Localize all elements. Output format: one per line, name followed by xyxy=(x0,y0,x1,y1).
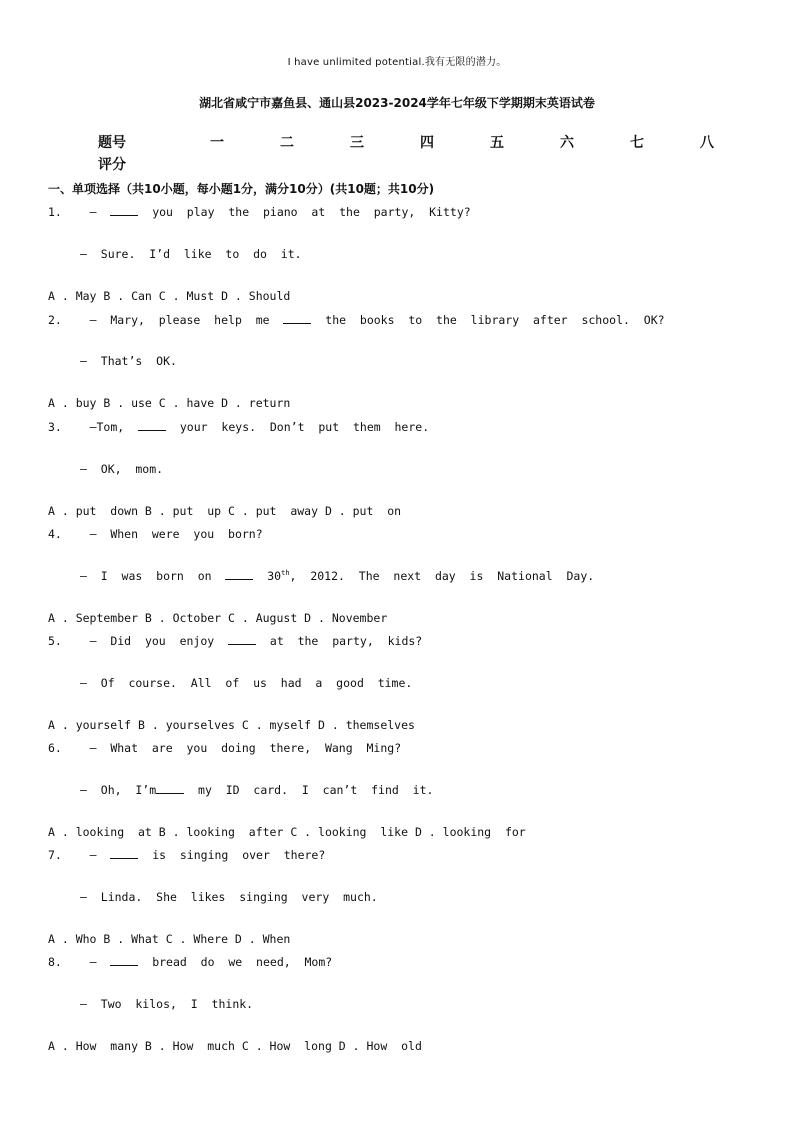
answer-blank[interactable] xyxy=(156,783,184,794)
answer-3: — OK, mom. xyxy=(80,462,164,476)
question-2: 2. — Mary, please help me the books to the library after school. OK? xyxy=(48,313,665,327)
options-5: A . yourself B . yourselves C . myself D . themselves xyxy=(48,718,415,732)
options-8: A . How many B . How much C . How long D . How old xyxy=(48,1039,422,1053)
question-3: 3. —Tom, your keys. Don’t put them here. xyxy=(48,420,430,434)
answer-5: — Of course. All of us had a good time. xyxy=(80,676,413,690)
section-title: 一、单项选择（共10小题，每小题1分，满分10分）(共10题；共10分) xyxy=(48,182,435,196)
score-col-7: 七 xyxy=(630,135,644,151)
question-1: 1. — you play the piano at the party, Kitty? xyxy=(48,205,471,219)
score-table-score-row xyxy=(98,154,738,176)
options-3: A . put down B . put up C . put away D . put on xyxy=(48,504,402,518)
options-4: A . September B . October C . August D . November xyxy=(48,611,388,625)
question-6: 6. — What are you doing there, Wang Ming? xyxy=(48,741,402,755)
answer-blank[interactable] xyxy=(228,634,256,645)
answer-blank[interactable] xyxy=(110,955,138,966)
score-col-3: 三 xyxy=(350,135,364,151)
score-table xyxy=(98,132,738,176)
answer-6: — Oh, I’m my ID card. I can’t find it. xyxy=(80,783,434,797)
score-label-score: 评分 xyxy=(98,157,126,173)
question-7: 7. — is singing over there? xyxy=(48,848,326,862)
options-1: A . May B . Can C . Must D . Should xyxy=(48,289,291,303)
answer-blank[interactable] xyxy=(225,569,253,580)
answer-1: — Sure. I’d like to do it. xyxy=(80,247,302,261)
question-5: 5. — Did you enjoy at the party, kids? xyxy=(48,634,423,648)
options-2: A . buy B . use C . have D . return xyxy=(48,396,291,410)
score-col-5: 五 xyxy=(490,135,504,151)
score-col-2: 二 xyxy=(280,135,294,151)
question-4: 4. — When were you born? xyxy=(48,527,263,541)
answer-7: — Linda. She likes singing very much. xyxy=(80,890,378,904)
score-table-header-row xyxy=(98,132,738,154)
options-6: A . looking at B . looking after C . looking like D . looking for xyxy=(48,825,526,839)
options-7: A . Who B . What C . Where D . When xyxy=(48,932,291,946)
exam-title: 湖北省咸宁市嘉鱼县、通山县2023-2024学年七年级下学期期末英语试卷 xyxy=(199,96,595,110)
score-col-8: 八 xyxy=(700,135,714,151)
score-col-4: 四 xyxy=(420,135,434,151)
score-col-6: 六 xyxy=(560,135,574,151)
score-label-question: 题号 xyxy=(98,135,126,151)
answer-blank[interactable] xyxy=(138,420,166,431)
answer-4: — I was born on 30th, 2012. The next day is National Day. xyxy=(80,569,595,583)
question-8: 8. — bread do we need, Mom? xyxy=(48,955,333,969)
answer-blank[interactable] xyxy=(283,313,311,324)
score-col-1: 一 xyxy=(210,135,224,151)
header-motto: I have unlimited potential.我有无限的潜力。 xyxy=(287,57,507,68)
answer-blank[interactable] xyxy=(110,205,138,216)
answer-8: — Two kilos, I think. xyxy=(80,997,254,1011)
answer-2: — That’s OK. xyxy=(80,354,177,368)
answer-blank[interactable] xyxy=(110,848,138,859)
